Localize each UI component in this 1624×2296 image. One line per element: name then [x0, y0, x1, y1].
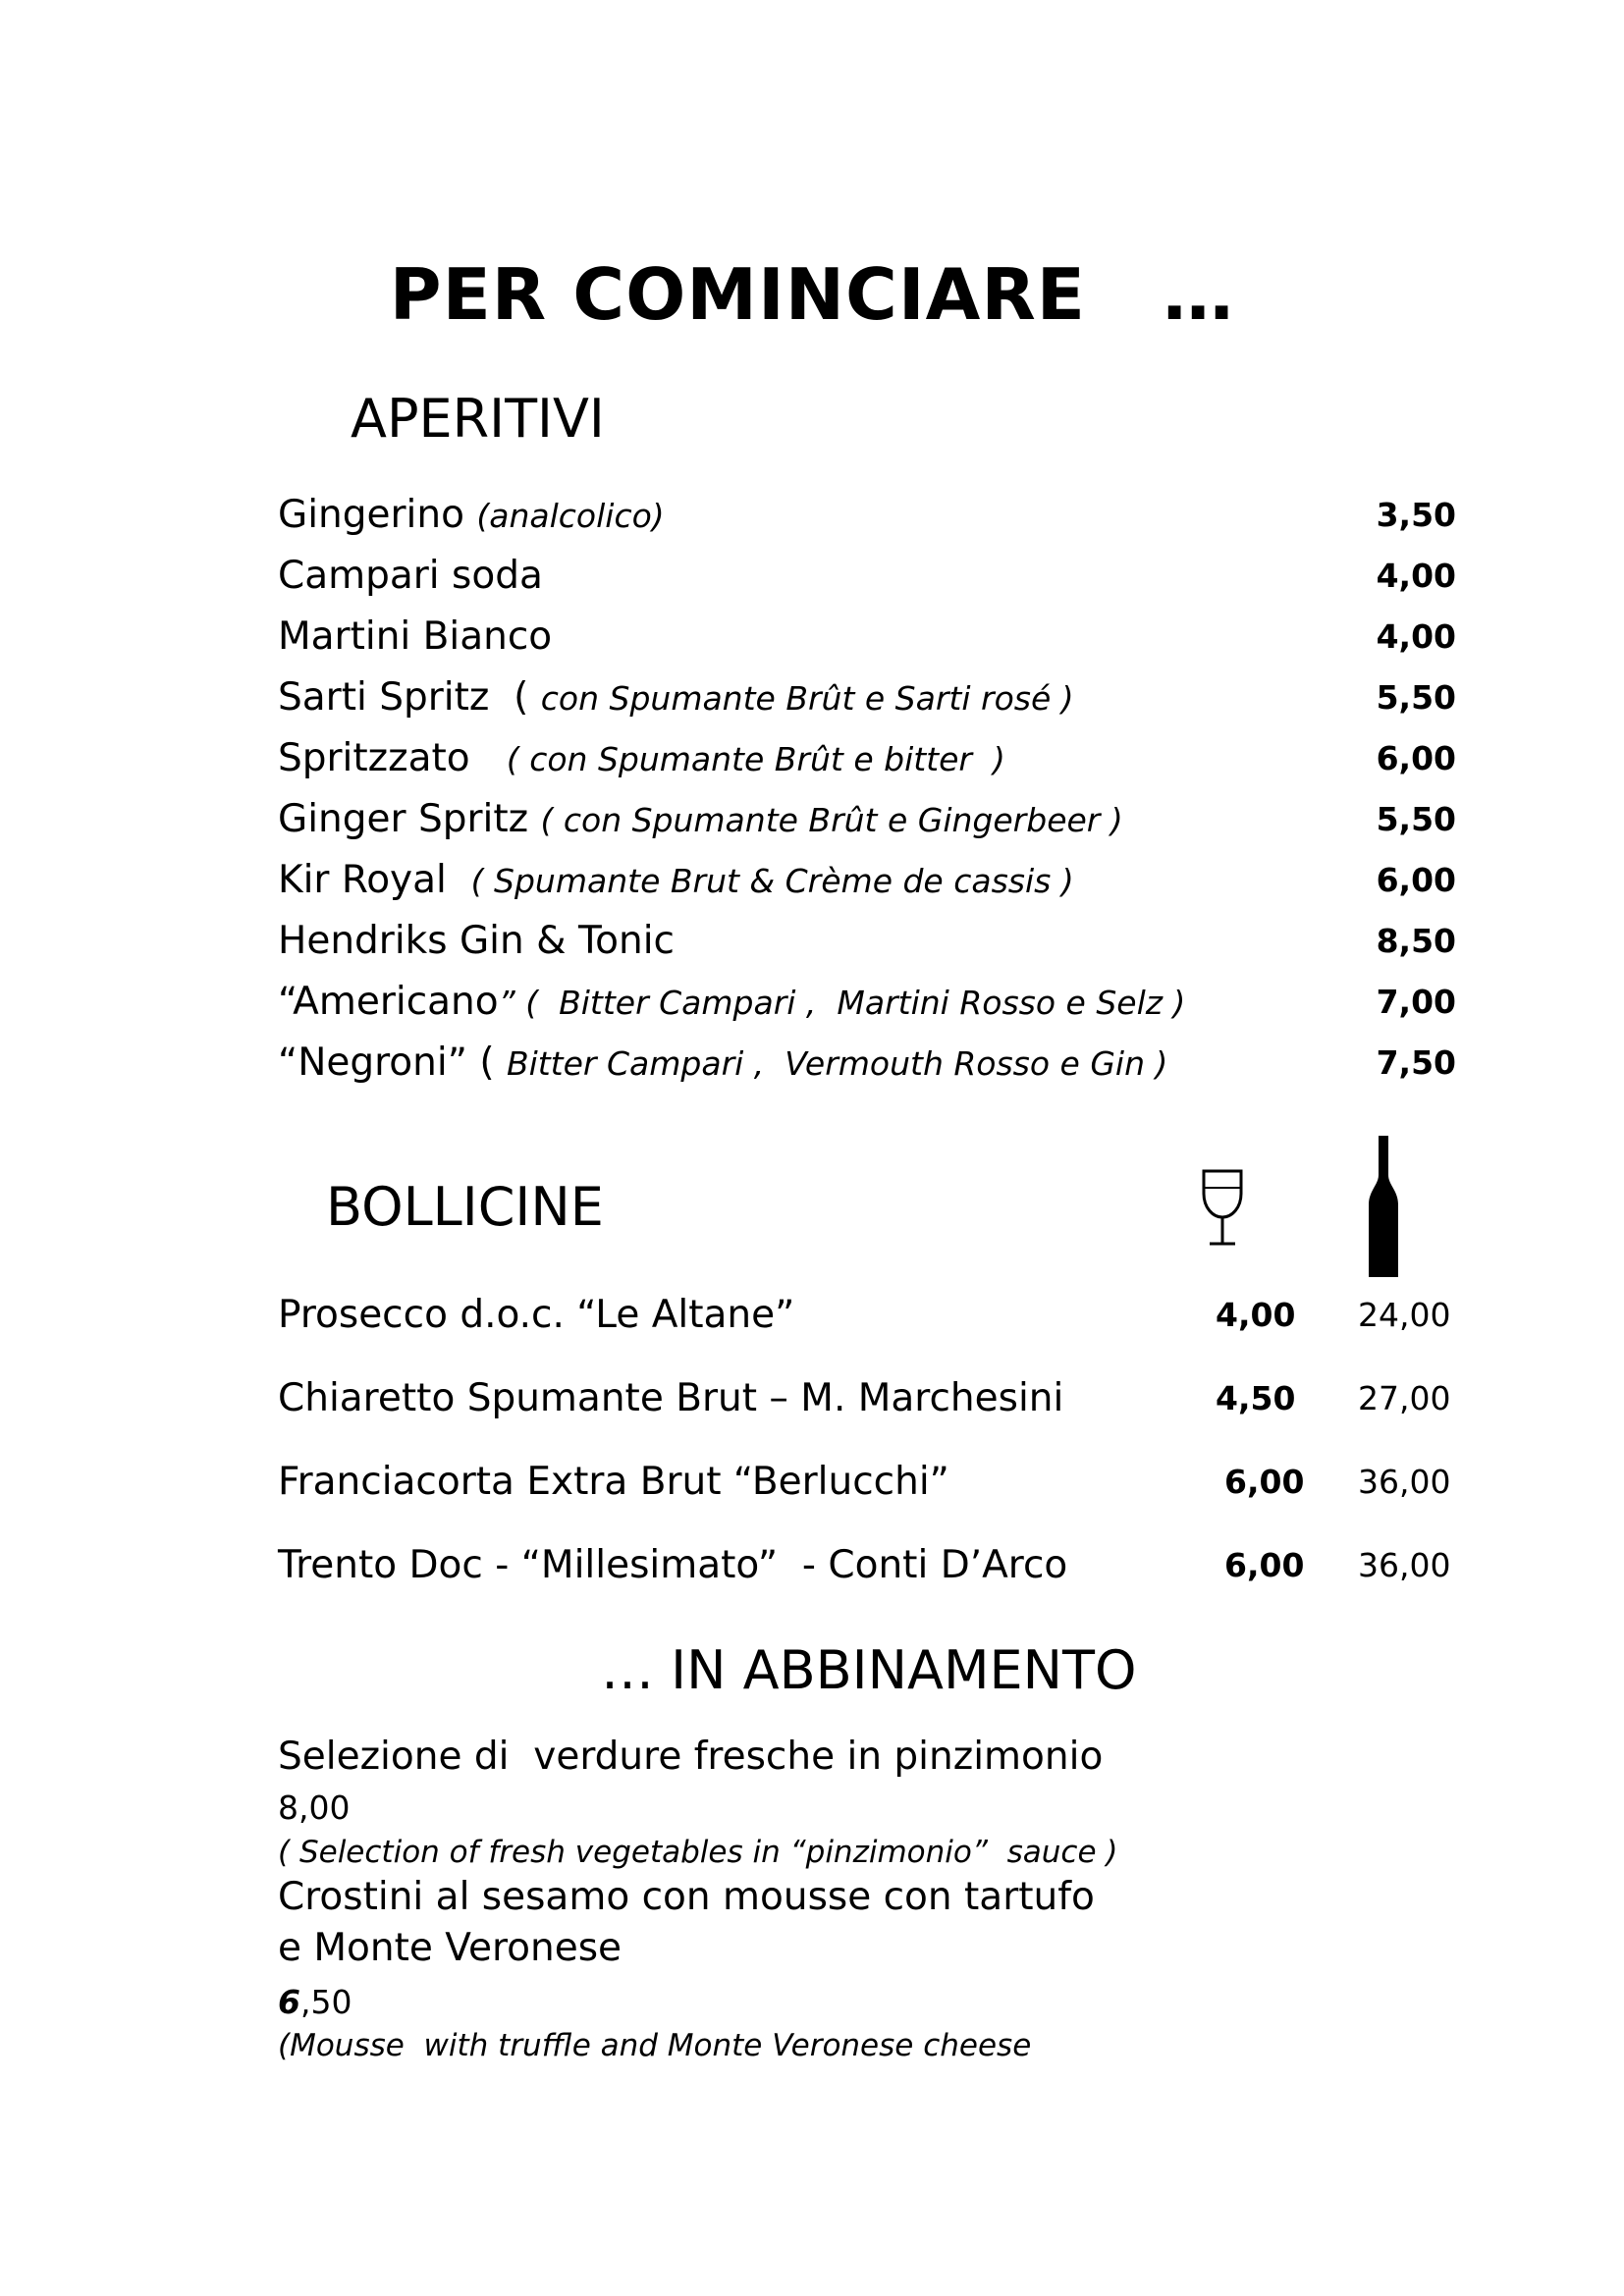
food-item-translation: ( Selection of fresh vegetables in “pinzimonio” sauce )	[278, 1835, 1118, 1870]
item-name: Sarti Spritz (	[278, 675, 541, 720]
glass-price: 4,00	[1216, 1296, 1296, 1334]
item-name: “Negroni” (	[278, 1041, 507, 1085]
food-item-name-cont: e Monte Veronese	[278, 1926, 623, 1970]
bottle-price: 36,00	[1358, 1546, 1451, 1584]
menu-item	[278, 491, 1456, 540]
price-rest-part: 8,00	[278, 1789, 351, 1827]
menu-item	[278, 1039, 1456, 1088]
menu-item	[278, 1453, 1456, 1512]
item-name: Ginger Spritz	[278, 797, 541, 841]
section-heading-bollicine: BOLLICINE	[326, 1176, 604, 1238]
food-item-price	[278, 1983, 352, 2021]
food-item-price	[278, 1789, 350, 1827]
item-price: 5,50	[1376, 678, 1456, 717]
item-name: Hendriks Gin & Tonic	[278, 919, 675, 963]
menu-item	[278, 1369, 1456, 1428]
item-note: ” ( Bitter Campari , Martini Rosso e Selz )	[498, 984, 1186, 1022]
page-title: PER COMINCIARE …	[389, 253, 1235, 336]
food-item-translation: (Mousse with truffle and Monte Veronese cheese	[278, 2028, 1032, 2063]
item-name: Martini Bianco	[278, 614, 553, 659]
item-note: ( con Spumante Brût e Gingerbeer )	[540, 801, 1123, 839]
menu-item	[278, 734, 1456, 783]
price-rest-part: ,50	[299, 1983, 352, 2021]
item-price: 7,00	[1376, 983, 1456, 1021]
glass-price: 6,00	[1224, 1546, 1305, 1584]
item-name: “Americano	[278, 980, 499, 1024]
item-note: ( Spumante Brut & Crème de cassis )	[470, 862, 1074, 900]
glass-price: 4,50	[1216, 1379, 1296, 1417]
item-price: 4,00	[1376, 617, 1456, 656]
bottle-price: 36,00	[1358, 1463, 1451, 1501]
wine-bottle-icon	[1367, 1134, 1400, 1285]
item-note: (analcolico)	[476, 497, 665, 535]
item-name: Franciacorta Extra Brut “Berlucchi”	[278, 1460, 949, 1504]
price-bold-part: 6	[278, 1983, 300, 2021]
item-price: 6,00	[1376, 739, 1456, 777]
bottle-price: 24,00	[1358, 1296, 1451, 1334]
menu-item	[278, 673, 1456, 722]
menu-item	[278, 856, 1456, 905]
glass-price: 6,00	[1224, 1463, 1305, 1501]
food-item-name: Selezione di verdure fresche in pinzimonio	[278, 1735, 1104, 1779]
item-price: 6,00	[1376, 861, 1456, 899]
item-name: Kir Royal	[278, 858, 471, 902]
menu-item	[278, 1286, 1456, 1345]
item-name: Campari soda	[278, 554, 543, 598]
item-price: 4,00	[1376, 557, 1456, 595]
bottle-price: 27,00	[1358, 1379, 1451, 1417]
item-note: Bitter Campari , Vermouth Rosso e Gin )	[506, 1044, 1168, 1083]
menu-item	[278, 917, 1456, 966]
menu-item	[278, 978, 1456, 1027]
menu-item	[278, 552, 1456, 601]
item-name: Gingerino	[278, 493, 477, 537]
item-price: 5,50	[1376, 800, 1456, 838]
item-note: con Spumante Brût e Sarti rosé )	[540, 679, 1074, 718]
menu-item	[278, 795, 1456, 844]
section-heading-abbinamento: … IN ABBINAMENTO	[601, 1639, 1137, 1701]
item-name: Trento Doc - “Millesimato” - Conti D’Arco	[278, 1543, 1068, 1587]
item-price: 7,50	[1376, 1043, 1456, 1082]
item-name: Chiaretto Spumante Brut – M. Marchesini	[278, 1376, 1064, 1420]
food-item-name: Crostini al sesamo con mousse con tartufo	[278, 1875, 1095, 1919]
menu-item	[278, 1536, 1456, 1595]
item-name: Spritzzato	[278, 736, 507, 780]
item-name: Prosecco d.o.c. “Le Altane”	[278, 1293, 795, 1337]
item-price: 3,50	[1376, 496, 1456, 534]
wine-glass-icon	[1200, 1168, 1245, 1253]
section-heading-aperitivi: APERITIVI	[351, 388, 605, 450]
menu-item	[278, 613, 1456, 662]
item-note: ( con Spumante Brût e bitter )	[506, 740, 1005, 778]
item-price: 8,50	[1376, 922, 1456, 960]
